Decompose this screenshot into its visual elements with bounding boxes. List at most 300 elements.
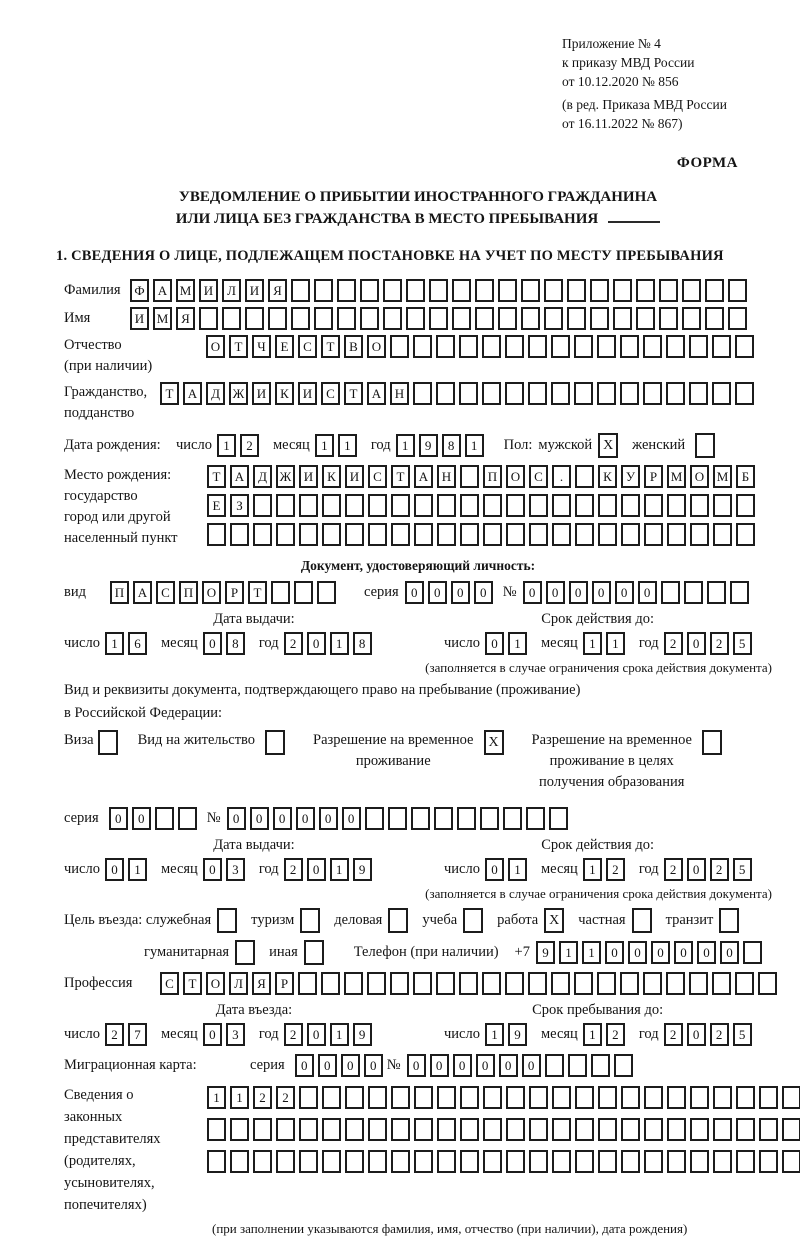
date-day-label: число [64, 860, 100, 877]
appendix-line: Приложение № 4 [562, 36, 661, 51]
form-cell: 0 [203, 858, 222, 881]
form-cell: 0 [453, 1054, 472, 1077]
form-cell: Д [253, 465, 272, 488]
form-cell [276, 523, 295, 546]
residence-series-cells [109, 807, 201, 830]
migration-card-label: Миграционная карта: [64, 1057, 197, 1073]
form-cell: Т [321, 335, 340, 358]
form-cell: 0 [405, 581, 424, 604]
form-cell: Я [176, 307, 195, 330]
date-day-label: число [64, 1025, 100, 1042]
form-cell: 0 [430, 1054, 449, 1077]
form-cell: 1 [330, 1023, 349, 1046]
form-cell: К [275, 382, 294, 405]
gender-male-label: мужской [538, 437, 593, 453]
form-cell [506, 1150, 525, 1173]
date-year-label: год [258, 634, 279, 651]
form-cell [575, 465, 594, 488]
form-cell [598, 1118, 617, 1141]
form-cell [235, 940, 255, 965]
citizenship-row [64, 382, 772, 424]
form-cell [276, 1150, 295, 1173]
form-cell [659, 279, 678, 302]
form-cell: 1 [583, 858, 602, 881]
form-cell [529, 523, 548, 546]
date-day-cells [485, 1026, 531, 1042]
form-cell [667, 494, 686, 517]
form-cell [505, 335, 524, 358]
form-cell [644, 1118, 663, 1141]
phone-cells [536, 941, 766, 964]
form-cell [758, 972, 777, 995]
form-cell [620, 382, 639, 405]
form-cell: 0 [628, 941, 647, 964]
form-cell [337, 279, 356, 302]
form-cell: С [298, 335, 317, 358]
form-cell: И [298, 382, 317, 405]
form-cell: Н [437, 465, 456, 488]
form-cell: И [299, 465, 318, 488]
form-cell [391, 523, 410, 546]
form-cell: 2 [240, 434, 259, 457]
form-cell: 2 [606, 1023, 625, 1046]
form-cell [253, 494, 272, 517]
form-cell [736, 1118, 755, 1141]
form-cell: Т [183, 972, 202, 995]
form-cell [544, 279, 563, 302]
surname-label: Фамилия [64, 282, 121, 298]
form-cell [528, 382, 547, 405]
form-cell [414, 494, 433, 517]
form-cell [597, 972, 616, 995]
form-cell: 0 [295, 1054, 314, 1077]
form-cell [695, 433, 715, 458]
form-cell: 0 [476, 1054, 495, 1077]
form-cell [552, 1150, 571, 1173]
form-cell [460, 494, 479, 517]
form-cell: 1 [315, 434, 334, 457]
purpose-item: иная [269, 944, 298, 960]
form-cell [413, 335, 432, 358]
date-year-label: год [258, 1025, 279, 1042]
residence-line1: Вид и реквизиты документа, подтверждающего право на пребывание (проживание) [64, 682, 581, 698]
entry-dates-row [64, 1023, 772, 1046]
stay-until-group [444, 1023, 766, 1046]
residence-permit-option: Вид на жительство [138, 730, 289, 755]
form-cell [728, 279, 747, 302]
purpose-row [64, 908, 772, 933]
date-year-cells [396, 437, 488, 453]
form-cell: 2 [664, 1023, 683, 1046]
form-cell [391, 1086, 410, 1109]
form-cell: 0 [687, 1023, 706, 1046]
form-cell: X [598, 433, 618, 458]
form-cell [322, 494, 341, 517]
form-cell: Ч [252, 335, 271, 358]
form-cell [736, 494, 755, 517]
form-cell: 0 [342, 807, 361, 830]
form-cell [291, 307, 310, 330]
form-cell: Т [344, 382, 363, 405]
citizenship-cells [160, 382, 758, 405]
form-cell [666, 972, 685, 995]
form-cell [684, 581, 703, 604]
form-cell [759, 1150, 778, 1173]
form-cell: 2 [664, 632, 683, 655]
date-day-cells [485, 635, 531, 651]
doc-issue-group [64, 632, 444, 655]
form-cell: О [506, 465, 525, 488]
form-cell [574, 972, 593, 995]
form-cell: 2 [664, 858, 683, 881]
form-cell [736, 1150, 755, 1173]
form-cell: С [156, 581, 175, 604]
form-cell: 0 [638, 581, 657, 604]
form-cell [460, 1150, 479, 1173]
form-cell: 0 [485, 632, 504, 655]
residence-series-row [64, 807, 772, 830]
form-cell: 0 [307, 858, 326, 881]
form-cell: 5 [733, 632, 752, 655]
form-cell [322, 1150, 341, 1173]
form-cell [713, 1118, 732, 1141]
purpose-private-checkbox [632, 908, 656, 933]
form-cell [314, 279, 333, 302]
representatives-block [64, 1084, 772, 1216]
form-cell: П [179, 581, 198, 604]
form-cell: Р [275, 972, 294, 995]
form-cell: 1 [559, 941, 578, 964]
form-cell [644, 494, 663, 517]
form-cell: 0 [592, 581, 611, 604]
form-cell [702, 730, 722, 755]
form-cell: Ж [229, 382, 248, 405]
form-cell: О [690, 465, 709, 488]
form-cell [549, 807, 568, 830]
form-cell: 0 [132, 807, 151, 830]
representatives-note: (при заполнении указываются фамилия, имя, отчество (при наличии), дата рождения) [212, 1221, 688, 1236]
form-cell: 0 [651, 941, 670, 964]
form-cell [690, 523, 709, 546]
visa-option: Виза [64, 730, 122, 755]
purpose-item: гуманитарная [144, 944, 230, 960]
form-cell [298, 972, 317, 995]
form-cell: 9 [419, 434, 438, 457]
patronymic-label: Отчество (при наличии) [64, 337, 153, 374]
form-cell [575, 1150, 594, 1173]
surname-cells [130, 279, 751, 302]
form-cell [437, 1086, 456, 1109]
purpose-item: работа [497, 912, 539, 928]
form-cell [463, 908, 483, 933]
form-cell: 1 [465, 434, 484, 457]
form-cell [598, 494, 617, 517]
form-cell [388, 908, 408, 933]
form-cell [575, 523, 594, 546]
form-cell [643, 972, 662, 995]
form-cell [437, 494, 456, 517]
purpose-item: деловая [334, 912, 383, 928]
residence-number-cells [227, 807, 572, 830]
form-cell: А [414, 465, 433, 488]
form-cell [483, 1086, 502, 1109]
purpose-item: туризм [251, 912, 295, 928]
form-cell [452, 279, 471, 302]
form-cell [551, 335, 570, 358]
form-cell: М [153, 307, 172, 330]
form-cell: 9 [353, 1023, 372, 1046]
form-cell: 3 [226, 858, 245, 881]
form-cell: 2 [284, 1023, 303, 1046]
form-cell [411, 807, 430, 830]
form-cell: У [621, 465, 640, 488]
form-cell: Е [207, 494, 226, 517]
form-cell: П [110, 581, 129, 604]
form-cell [759, 1086, 778, 1109]
date-month-cells [583, 861, 629, 877]
form-cell: X [544, 908, 564, 933]
form-cell: Т [229, 335, 248, 358]
form-cell: 9 [353, 858, 372, 881]
form-cell: 0 [307, 632, 326, 655]
date-day-label: число [444, 1025, 480, 1042]
date-day-label: число [176, 436, 212, 453]
representatives-row3 [207, 1150, 800, 1173]
residence-permit-checkbox [265, 730, 289, 755]
form-cell: 2 [105, 1023, 124, 1046]
form-cell [483, 523, 502, 546]
form-cell: С [529, 465, 548, 488]
form-cell [322, 1118, 341, 1141]
date-month-cells [203, 1026, 249, 1042]
form-cell [360, 279, 379, 302]
form-cell [667, 1086, 686, 1109]
form-cell [360, 307, 379, 330]
form-cell [567, 307, 586, 330]
form-cell: 0 [203, 1023, 222, 1046]
form-cell: Т [391, 465, 410, 488]
section1-heading: 1. СВЕДЕНИЯ О ЛИЦЕ, ПОДЛЕЖАЩЕМ ПОСТАНОВКЕ НА УЧЕТ ПО МЕСТУ ПРЕБЫВАНИЯ [56, 248, 724, 264]
form-cell [621, 1150, 640, 1173]
birth-place-row3 [207, 523, 759, 546]
form-cell: 2 [253, 1086, 272, 1109]
citizenship-label: Гражданство, подданство [64, 384, 148, 421]
form-cell: 0 [203, 632, 222, 655]
form-cell: 2 [276, 1086, 295, 1109]
form-cell [437, 1150, 456, 1173]
profession-row [64, 972, 772, 995]
date-year-cells [664, 861, 756, 877]
form-cell [276, 1118, 295, 1141]
form-cell: . [552, 465, 571, 488]
gender-male-checkbox [598, 433, 622, 458]
form-cell [505, 382, 524, 405]
form-cell: С [321, 382, 340, 405]
form-cell [459, 972, 478, 995]
form-cell [667, 1150, 686, 1173]
form-cell: 7 [128, 1023, 147, 1046]
form-cell [299, 1118, 318, 1141]
edition-line: от 16.11.2022 № 867) [562, 116, 683, 131]
form-cell: Я [268, 279, 287, 302]
form-cell: И [245, 279, 264, 302]
birth-place-row1 [207, 465, 759, 488]
form-cell: 5 [733, 1023, 752, 1046]
form-cell [574, 382, 593, 405]
form-cell [551, 382, 570, 405]
form-cell: Д [206, 382, 225, 405]
form-cell: О [202, 581, 221, 604]
form-cell: М [713, 465, 732, 488]
form-cell: Т [207, 465, 226, 488]
form-cell [368, 1150, 387, 1173]
form-cell [735, 972, 754, 995]
form-cell: О [206, 335, 225, 358]
residence-valid-group [444, 858, 766, 881]
form-cell [661, 581, 680, 604]
form-cell [575, 1118, 594, 1141]
form-cell [644, 523, 663, 546]
date-year-cells [284, 1026, 376, 1042]
birth-place-block [64, 465, 772, 552]
form-cell: Ж [276, 465, 295, 488]
form-cell: 0 [105, 858, 124, 881]
form-cell: 0 [615, 581, 634, 604]
form-cell [552, 1118, 571, 1141]
form-cell [528, 972, 547, 995]
form-cell [620, 972, 639, 995]
form-cell [644, 1150, 663, 1173]
form-cell: 0 [499, 1054, 518, 1077]
form-cell: 0 [318, 1054, 337, 1077]
form-cell [345, 1150, 364, 1173]
form-cell [452, 307, 471, 330]
form-cell [207, 1118, 226, 1141]
form-cell [713, 1086, 732, 1109]
doc-restriction-note: (заполняется в случае ограничения срока действия документа) [425, 660, 772, 675]
form-cell [345, 523, 364, 546]
form-cell [483, 1150, 502, 1173]
form-cell: 1 [508, 858, 527, 881]
doc-dates-heads [64, 611, 772, 628]
form-cell [689, 335, 708, 358]
form-cell: А [183, 382, 202, 405]
form-cell: 1 [330, 858, 349, 881]
form-cell [475, 279, 494, 302]
form-cell [436, 972, 455, 995]
form-cell [621, 1086, 640, 1109]
gender-female-label: женский [632, 437, 686, 453]
form-cell [712, 382, 731, 405]
form-cell [545, 1054, 564, 1077]
form-cell: 0 [569, 581, 588, 604]
date-day-cells [485, 861, 531, 877]
form-cell: 1 [582, 941, 601, 964]
date-month-label: месяц [540, 634, 578, 651]
form-cell [636, 307, 655, 330]
representatives-row2 [207, 1118, 800, 1141]
date-month-cells [583, 1026, 629, 1042]
form-cell: 1 [207, 1086, 226, 1109]
birth-date-row [64, 433, 772, 458]
birth-date-group [176, 434, 498, 457]
form-cell [590, 307, 609, 330]
form-cell [434, 807, 453, 830]
temp-residence-option: Разрешение на временное проживание X [313, 730, 507, 772]
form-cell [365, 807, 384, 830]
date-year-cells [664, 635, 756, 651]
form-cell [782, 1118, 800, 1141]
form-cell [735, 335, 754, 358]
form-cell: 1 [330, 632, 349, 655]
form-cell [713, 494, 732, 517]
form-cell [736, 523, 755, 546]
purpose-item: транзит [665, 912, 714, 928]
form-cell [552, 523, 571, 546]
date-day-label: число [64, 634, 100, 651]
form-cell [437, 1118, 456, 1141]
purpose-label: Цель въезда: [64, 912, 143, 928]
form-cell [613, 307, 632, 330]
form-cell [437, 523, 456, 546]
form-cell: Т [160, 382, 179, 405]
form-cell: 1 [105, 632, 124, 655]
form-cell: 0 [474, 581, 493, 604]
form-cell [414, 1118, 433, 1141]
form-cell: 0 [250, 807, 269, 830]
form-cell [271, 581, 290, 604]
migration-number-label: № [386, 1057, 401, 1073]
form-cell: 1 [606, 632, 625, 655]
date-month-label: месяц [160, 1025, 198, 1042]
form-cell: М [176, 279, 195, 302]
representatives-cells [207, 1084, 800, 1179]
gender-label: Пол: [503, 437, 533, 453]
edu-residence-checkbox [702, 730, 726, 755]
form-cell: К [322, 465, 341, 488]
form-cell [483, 1118, 502, 1141]
visa-checkbox [98, 730, 122, 755]
purpose-study-checkbox [463, 908, 487, 933]
form-cell [712, 335, 731, 358]
form-cell: 1 [583, 1023, 602, 1046]
form-cell: А [230, 465, 249, 488]
form-cell [636, 279, 655, 302]
birth-place-labels: Место рождения: государство город или другой населенный пункт [64, 467, 178, 546]
form-cell: 0 [109, 807, 128, 830]
form-cell [345, 1118, 364, 1141]
form-cell [345, 494, 364, 517]
form-cell: И [252, 382, 271, 405]
form-cell [690, 1118, 709, 1141]
form-cell: 9 [508, 1023, 527, 1046]
form-cell [591, 1054, 610, 1077]
form-label: ФОРМА [676, 155, 738, 171]
identity-doc-heading: Документ, удостоверяющий личность: [300, 558, 536, 573]
form-cell [406, 307, 425, 330]
doc-series-cells [405, 581, 497, 604]
form-cell: П [483, 465, 502, 488]
date-day-label: число [444, 860, 480, 877]
form-cell [529, 1118, 548, 1141]
form-cell [460, 1086, 479, 1109]
form-cell: 0 [523, 581, 542, 604]
form-cell [390, 335, 409, 358]
form-cell [414, 1150, 433, 1173]
residence-options-row [64, 730, 772, 793]
form-title-line1: УВЕДОМЛЕНИЕ О ПРИБЫТИИ ИНОСТРАННОГО ГРАЖДАНИНА [178, 189, 658, 205]
form-cell [529, 494, 548, 517]
